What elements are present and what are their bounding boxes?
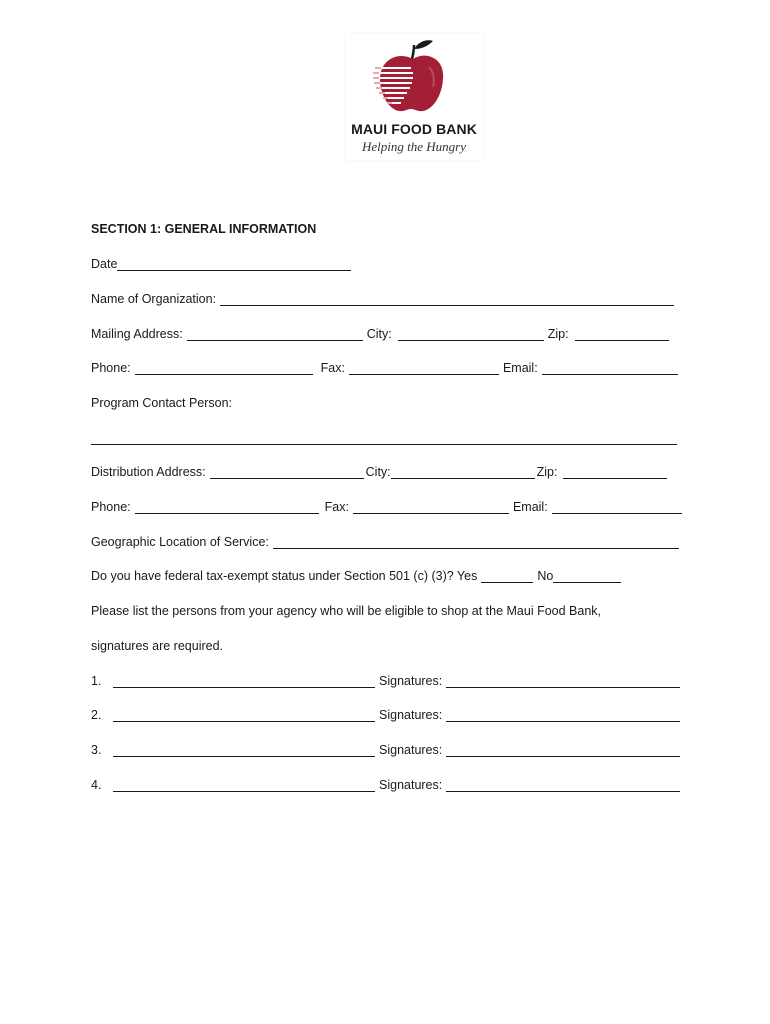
apple-heart-icon xyxy=(367,37,447,117)
email-field[interactable] xyxy=(542,362,678,375)
program-contact-field[interactable] xyxy=(91,444,677,445)
zip-field[interactable] xyxy=(575,328,669,341)
persons-intro-row xyxy=(91,604,601,618)
phone-label: Phone: xyxy=(91,361,131,375)
city-label: City: xyxy=(366,327,392,341)
date-row xyxy=(91,257,351,271)
distribution-address-field[interactable] xyxy=(210,466,364,479)
email-label: Email: xyxy=(502,361,538,375)
person-name-field[interactable] xyxy=(113,744,375,757)
org-name-label: Name of Organization: xyxy=(91,292,217,306)
person-name-field[interactable] xyxy=(113,709,375,722)
signatures-label: Signatures: xyxy=(379,708,443,722)
program-contact-label: Program Contact Person: xyxy=(91,396,233,410)
tax-exempt-no-field[interactable] xyxy=(553,570,621,583)
tax-exempt-question: Do you have federal tax-exempt status under Section 501 (c) (3)? Yes xyxy=(91,569,478,583)
distribution-zip-label: Zip: xyxy=(536,465,558,479)
signatures-required-row xyxy=(91,639,223,653)
geographic-location-label: Geographic Location of Service: xyxy=(91,535,269,549)
person-number: 3. xyxy=(91,743,102,757)
person-number: 4. xyxy=(91,778,102,792)
program-contact-row xyxy=(91,396,232,410)
org-name-row xyxy=(91,292,674,306)
person-row xyxy=(91,708,680,722)
signature-field[interactable] xyxy=(446,744,680,757)
date-label: Date xyxy=(91,257,118,271)
fax-field-2[interactable] xyxy=(353,501,509,514)
mailing-address-field[interactable] xyxy=(187,328,363,341)
distribution-city-field[interactable] xyxy=(391,466,535,479)
org-name: MAUI FOOD BANK xyxy=(351,121,477,137)
person-name-field[interactable] xyxy=(113,675,375,688)
email-label-2: Email: xyxy=(512,500,548,514)
geographic-location-field[interactable] xyxy=(273,536,679,549)
signatures-required: signatures are required. xyxy=(91,639,224,653)
phone-field[interactable] xyxy=(135,362,313,375)
zip-label: Zip: xyxy=(547,327,569,341)
person-row xyxy=(91,674,680,688)
person-number: 2. xyxy=(91,708,102,722)
signatures-label: Signatures: xyxy=(379,778,443,792)
city-field[interactable] xyxy=(398,328,544,341)
signatures-label: Signatures: xyxy=(379,674,443,688)
phone-label-2: Phone: xyxy=(91,500,131,514)
fax-label-2: Fax: xyxy=(324,500,349,514)
phone-row-2 xyxy=(91,500,682,514)
signature-field[interactable] xyxy=(446,779,680,792)
phone-field-2[interactable] xyxy=(135,501,319,514)
phone-row-1 xyxy=(91,361,678,375)
mailing-address-label: Mailing Address: xyxy=(91,327,183,341)
email-field-2[interactable] xyxy=(552,501,682,514)
fax-field[interactable] xyxy=(349,362,499,375)
org-name-field[interactable] xyxy=(220,293,674,306)
tagline: Helping the Hungry xyxy=(362,139,466,154)
signature-field[interactable] xyxy=(446,675,680,688)
person-row xyxy=(91,778,680,792)
person-row xyxy=(91,743,680,757)
fax-label: Fax: xyxy=(320,361,345,375)
tax-exempt-row xyxy=(91,569,621,583)
distribution-zip-field[interactable] xyxy=(563,466,667,479)
signature-field[interactable] xyxy=(446,709,680,722)
mailing-address-row xyxy=(91,327,669,341)
distribution-address-label: Distribution Address: xyxy=(91,465,206,479)
person-number: 1. xyxy=(91,674,102,688)
distribution-city-label: City: xyxy=(365,465,391,479)
tax-exempt-yes-field[interactable] xyxy=(481,570,533,583)
date-field[interactable] xyxy=(117,258,351,271)
maui-food-bank-logo xyxy=(345,33,483,160)
signatures-label: Signatures: xyxy=(379,743,443,757)
tax-exempt-no-label: No xyxy=(537,569,554,583)
person-name-field[interactable] xyxy=(113,779,375,792)
geographic-location-row xyxy=(91,535,679,549)
section-title: SECTION 1: GENERAL INFORMATION xyxy=(91,222,317,236)
distribution-address-row xyxy=(91,465,667,479)
persons-intro: Please list the persons from your agency who will be eligible to shop at the Maui Food Bank, xyxy=(91,604,601,618)
